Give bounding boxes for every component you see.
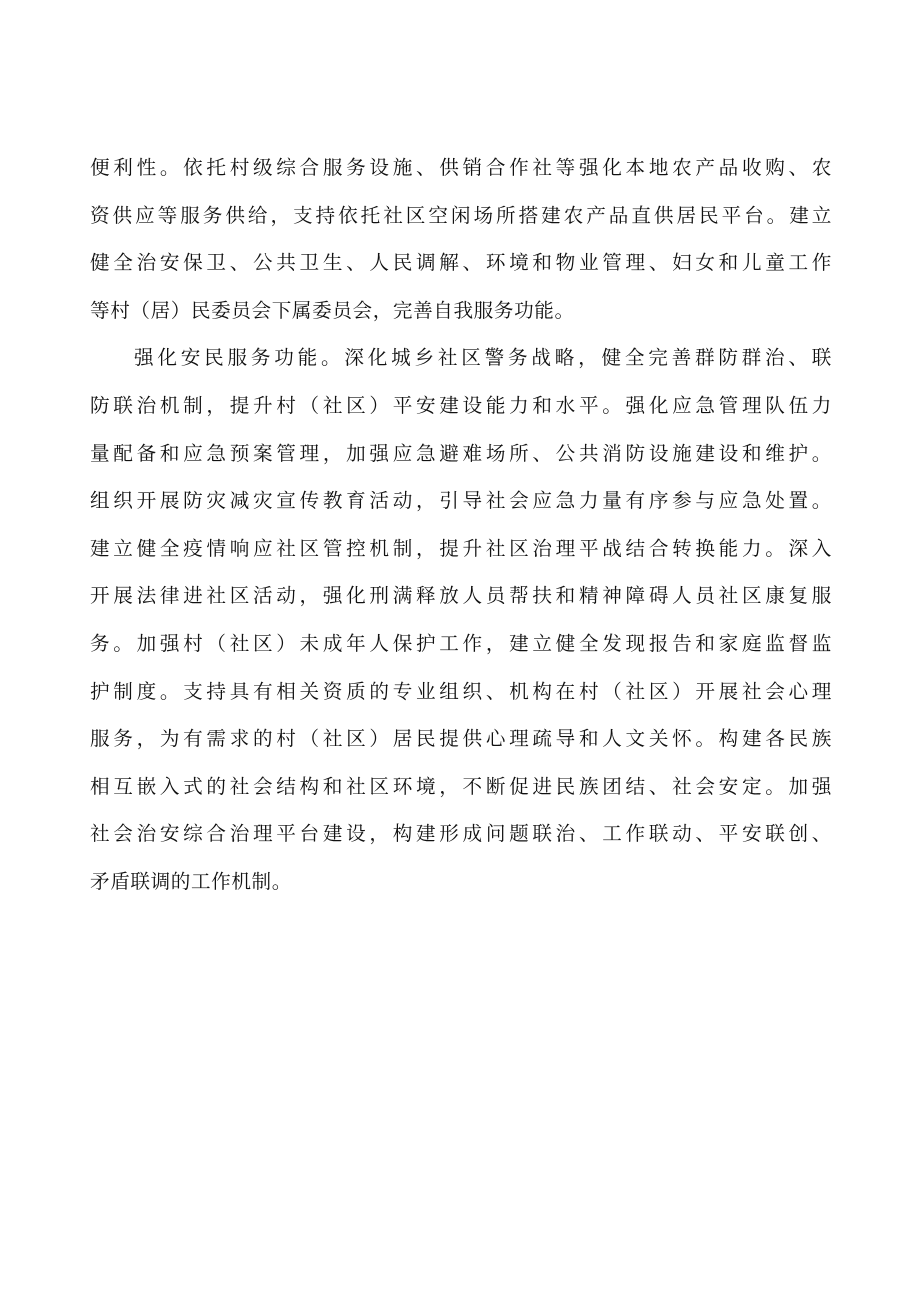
paragraph-1-line-1: 便利性。依托村级综合服务设施、供销合作社等强化本地农产品收购、农: [90, 156, 832, 179]
paragraph-2-line-2: 防联治机制，提升村（社区）平安建设能力和水平。强化应急管理队伍力: [90, 393, 832, 417]
paragraph-1-line-3: 健全治安保卫、公共卫生、人民调解、环境和物业管理、妇女和儿童工作: [90, 251, 832, 275]
paragraph-2: [90, 334, 832, 905]
paragraph-2-line-1: 强化安民服务功能。深化城乡社区警务战略，健全完善群防群治、联: [134, 346, 832, 370]
paragraph-2-line-8: 护制度。支持具有相关资质的专业组织、机构在村（社区）开展社会心理: [90, 679, 832, 703]
paragraph-1-line-2: 资供应等服务供给，支持依托社区空闲场所搭建农产品直供居民平台。建立: [90, 203, 832, 227]
paragraph-2-line-5: 建立健全疫情响应社区管控机制，提升社区治理平战结合转换能力。深入: [90, 536, 832, 560]
document-body: [90, 144, 832, 906]
paragraph-2-line-3: 量配备和应急预案管理，加强应急避难场所、公共消防设施建设和维护。: [90, 441, 832, 465]
paragraph-2-line-12: 矛盾联调的工作机制。: [90, 869, 292, 893]
paragraph-1-line-4: 等村（居）民委员会下属委员会，完善自我服务功能。: [90, 298, 575, 322]
paragraph-2-line-9: 服务，为有需求的村（社区）居民提供心理疏导和人文关怀。构建各民族: [90, 727, 832, 751]
paragraph-1: [90, 144, 832, 334]
paragraph-2-line-6: 开展法律进社区活动，强化刑满释放人员帮扶和精神障碍人员社区康复服: [90, 584, 832, 608]
paragraph-2-line-11: 社会治安综合治理平台建设，构建形成问题联治、工作联动、平安联创、: [90, 822, 832, 846]
paragraph-2-line-4: 组织开展防灾减灾宣传教育活动，引导社会应急力量有序参与应急处置。: [90, 489, 832, 513]
paragraph-2-line-7: 务。加强村（社区）未成年人保护工作，建立健全发现报告和家庭监督监: [90, 631, 832, 655]
paragraph-2-line-10: 相互嵌入式的社会结构和社区环境，不断促进民族团结、社会安定。加强: [90, 774, 832, 798]
